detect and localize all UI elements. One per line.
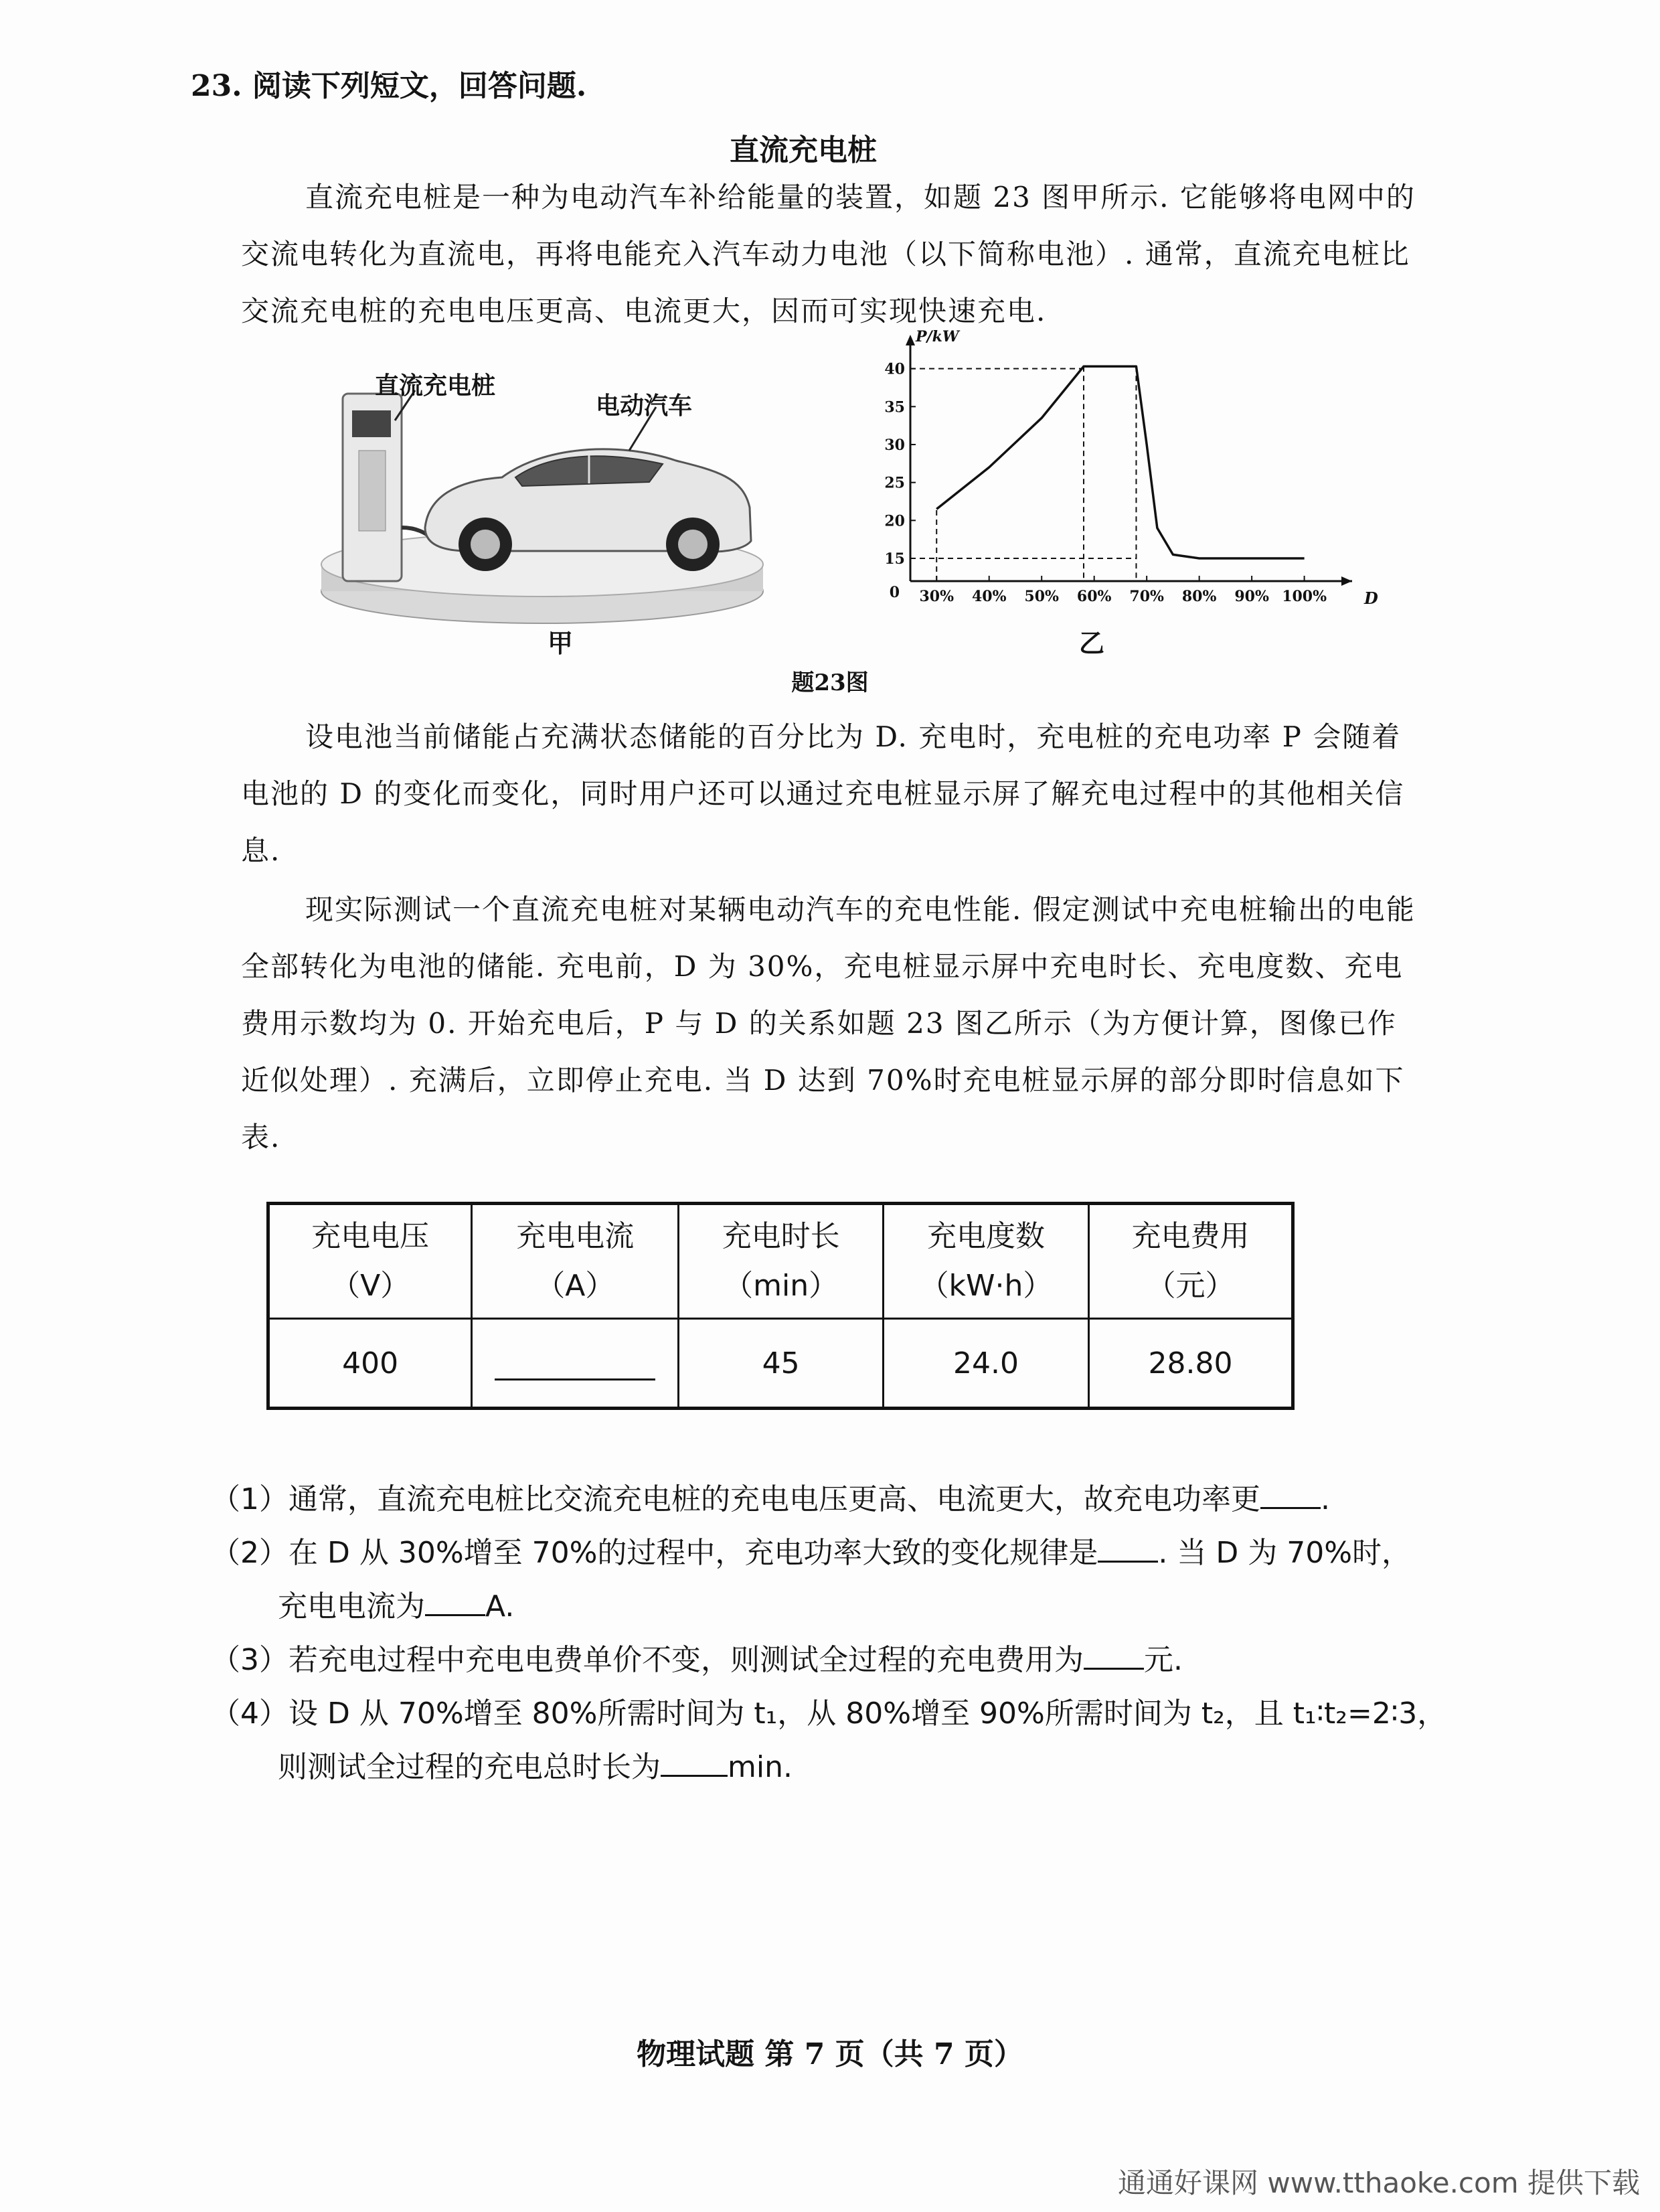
subquestion-4: （4）设 D 从 70%增至 80%所需时间为 t₁，从 80%增至 90%所需时间为 t₂，且 t₁∶t₂=2∶3， (211, 1696, 1447, 1731)
value-voltage: 400 (268, 1319, 472, 1409)
subquestion-4-line2: 则测试全过程的充电总时长为 min. (278, 1741, 793, 1794)
header-duration: 充电时长 （min） (679, 1204, 884, 1319)
subquestion-3: （3）若充电过程中充电电费单价不变，则测试全过程的充电费用为 元. (211, 1634, 1183, 1687)
answer-blank-1[interactable] (1260, 1478, 1321, 1509)
y-tick-label: 20 (884, 512, 905, 530)
figure-power-chart (870, 327, 1379, 648)
x-tick-label: 100% (1282, 588, 1327, 605)
answer-blank-2a[interactable] (1098, 1531, 1158, 1563)
paragraph-2: 设电池当前储能占充满状态储能的百分比为 D. 充电时，充电桩的充电功率 P 会随着电池的 D 的变化而变化，同时用户还可以通过充电桩显示屏了解充电过程中的其他相关信息. (241, 720, 1405, 867)
x-tick-label: 90% (1234, 588, 1269, 605)
x-tick-label: 40% (971, 588, 1007, 605)
value-current-blank[interactable] (472, 1319, 679, 1409)
article-title: 直流充电桩 (730, 133, 877, 167)
x-tick-label: 60% (1076, 588, 1112, 605)
x-tick-label: 50% (1024, 588, 1059, 605)
x-tick-label: 70% (1129, 588, 1164, 605)
question-header (191, 62, 586, 104)
subquestion-2-line2: 充电电流为 A. (278, 1580, 514, 1634)
current-answer-blank[interactable] (495, 1338, 655, 1380)
power-vs-d-chart (870, 327, 1379, 615)
x-tick-label: 80% (1181, 588, 1217, 605)
power-curve (936, 366, 1304, 558)
table-row (268, 1319, 1293, 1409)
table-header-row (268, 1204, 1293, 1319)
y-axis-label: P/kW (916, 328, 959, 345)
figure-b-caption: 乙 (1079, 628, 1105, 658)
subquestion-1: （1）通常，直流充电桩比交流充电桩的充电电压更高、电流更大，故充电功率更 . (211, 1473, 1330, 1526)
charging-info-table (266, 1202, 1295, 1410)
y-tick-label: 40 (884, 360, 905, 378)
y-axis-arrow (906, 335, 915, 345)
car-label: 电动汽车 (596, 392, 693, 420)
question-prompt: 阅读下列短文，回答问题. (252, 69, 587, 103)
x-tick-label: 30% (919, 588, 954, 605)
header-voltage: 充电电压 （V） (268, 1204, 472, 1319)
y-tick-label: 25 (884, 474, 905, 492)
y-tick-label: 15 (884, 550, 905, 568)
subquestion-2: （2）在 D 从 30%增至 70%的过程中，充电功率大致的变化规律是 . 当 D 为 70%时， (211, 1526, 1411, 1580)
paragraph-1: 直流充电桩是一种为电动汽车补给能量的装置，如题 23 图甲所示. 它能够将电网中的交流电转化为直流电，再将电能充入汽车动力电池（以下简称电池）. 通常，直流充电桩比交流充电桩的充电电压更高、电流更大，因而可实现快速充电. (241, 181, 1416, 327)
origin-label: 0 (889, 584, 900, 601)
x-axis-arrow (1341, 576, 1352, 586)
answer-blank-4[interactable] (661, 1745, 728, 1777)
charger-label: 直流充电桩 (375, 372, 496, 400)
value-duration: 45 (679, 1319, 884, 1409)
x-axis-label: D (1364, 588, 1378, 608)
y-tick-label: 35 (884, 398, 905, 416)
answer-blank-3[interactable] (1084, 1638, 1144, 1670)
answer-blank-2b[interactable] (425, 1585, 485, 1616)
y-tick-label: 30 (884, 437, 905, 454)
page-footer: 物理试题 第 7 页（共 7 页） (637, 2037, 1023, 2071)
question-number: 23. (191, 69, 242, 103)
header-energy: 充电度数 （kW·h） (883, 1204, 1088, 1319)
figure-a-caption: 甲 (548, 628, 574, 658)
value-energy: 24.0 (883, 1319, 1088, 1409)
watermark: 通通好课网 www.tthaoke.com 提供下载 (1118, 2166, 1640, 2199)
value-cost: 28.80 (1089, 1319, 1293, 1409)
header-cost: 充电费用 （元） (1089, 1204, 1293, 1319)
header-current: 充电电流 （A） (472, 1204, 679, 1319)
paragraph-3: 现实际测试一个直流充电桩对某辆电动汽车的充电性能. 假定测试中充电桩输出的电能全部转化为电池的储能. 充电前，D 为 30%，充电桩显示屏中充电时长、充电度数、充电费用示数均为 0. 开始充电后，P 与 D 的关系如题 23 图乙所示（为方便计算，图像已作近似处理）. 充满后，立即停止充电. 当 D 达到 70%时充电桩显示屏的部分即时信息如下表. (241, 893, 1416, 1154)
figure-caption: 题23图 (791, 669, 869, 696)
